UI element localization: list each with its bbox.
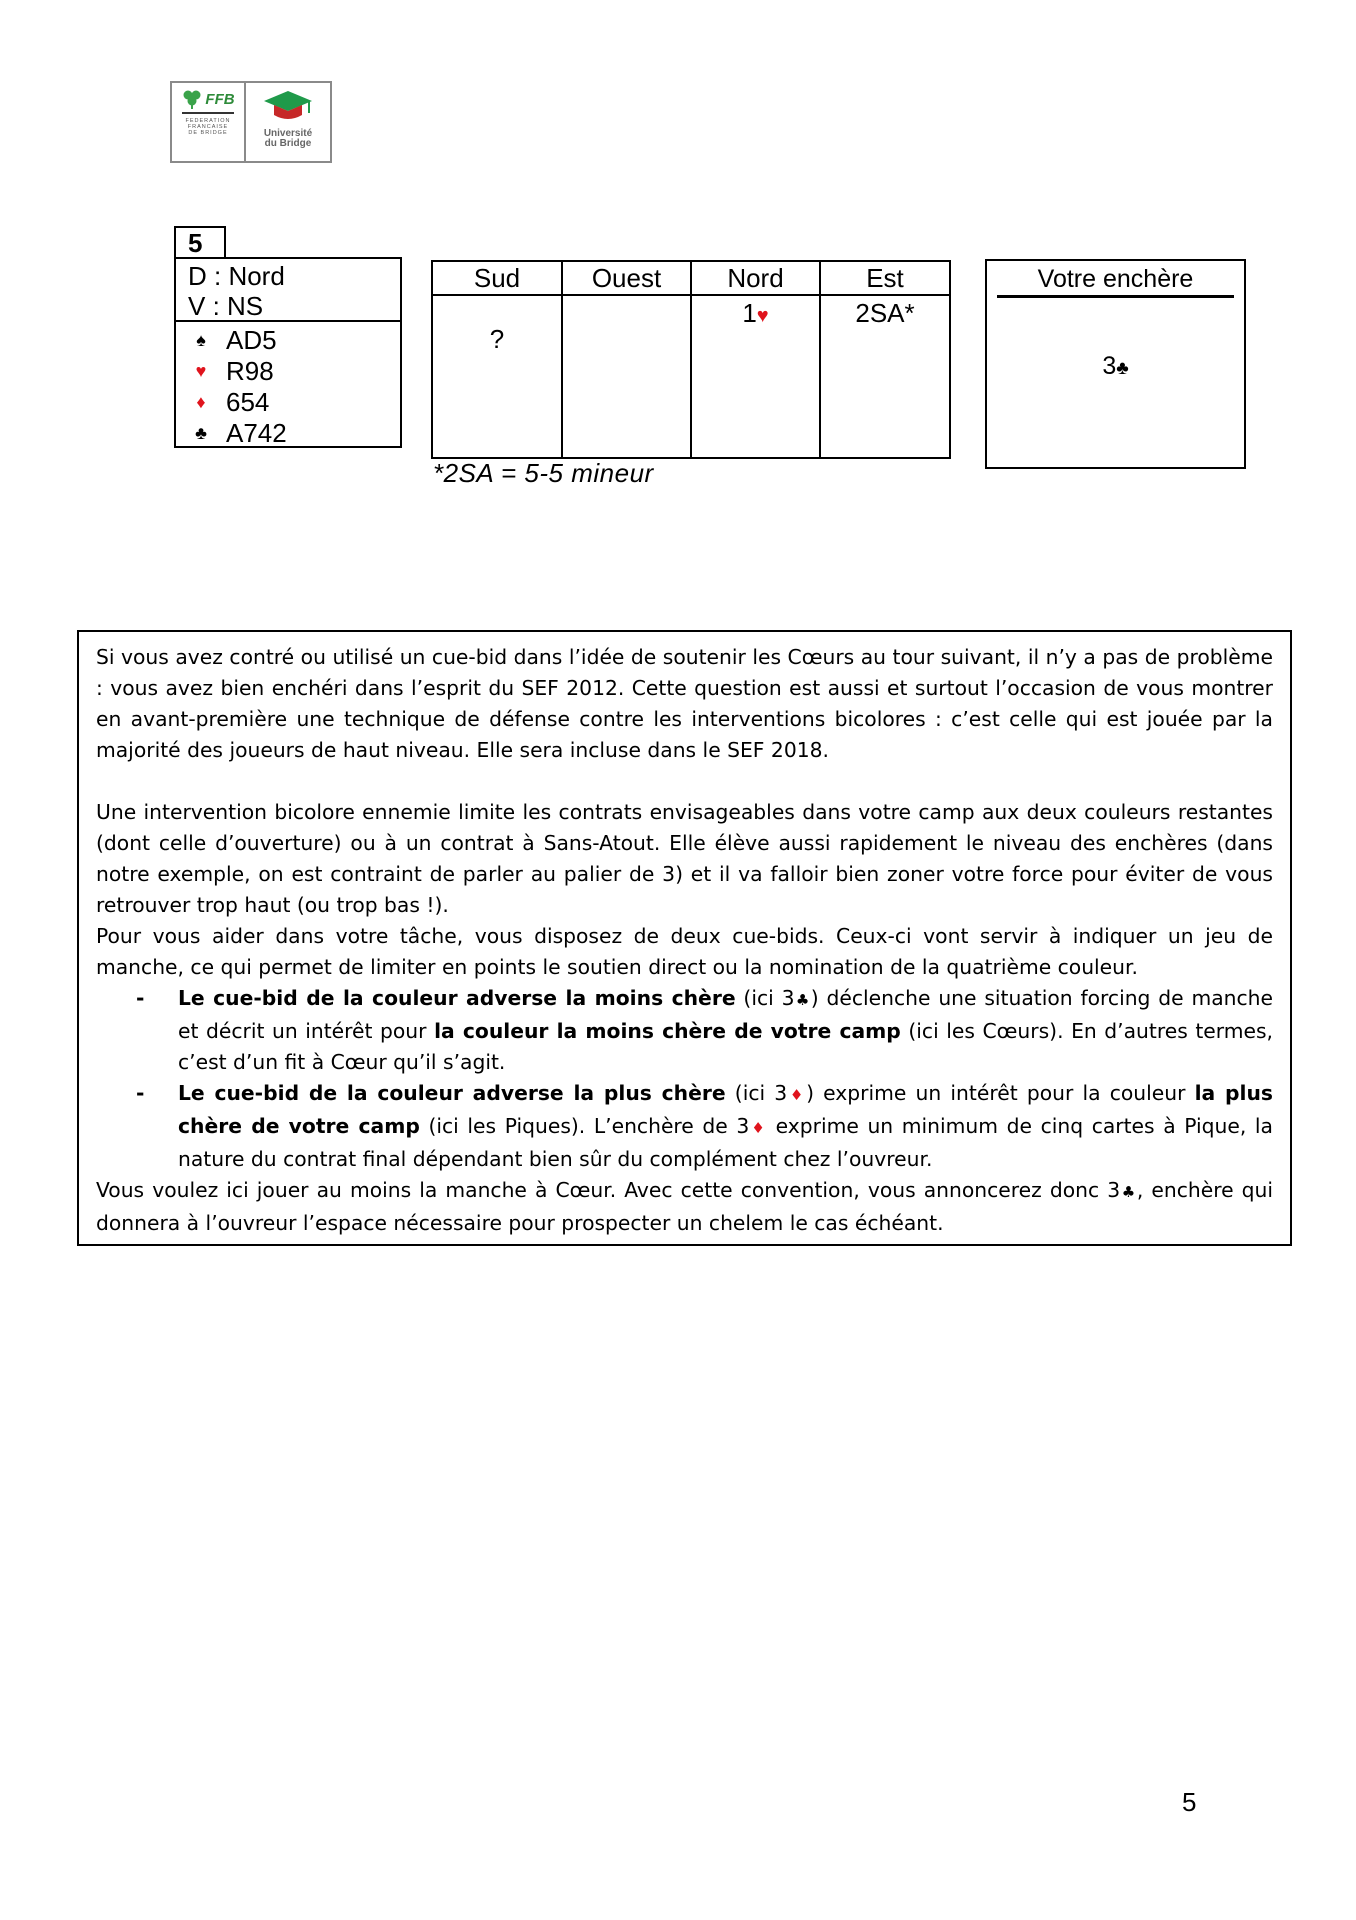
answer-bid-level: 3 <box>1102 352 1117 380</box>
hand-row-hearts <box>176 356 400 387</box>
ffb-text: FFB <box>205 90 235 108</box>
clover-icon <box>181 89 203 109</box>
hand-row-clubs <box>176 418 400 449</box>
bullet-2-text-2: ) exprime un intérêt pour la couleur <box>806 1081 1195 1105</box>
answer-title: Votre enchère <box>1037 265 1194 293</box>
bullet-2-text-1: (ici 3 <box>725 1081 788 1105</box>
club-icon: ♣ <box>794 991 811 1009</box>
bullet-1-bold-2: la couleur la moins chère de votre camp <box>434 1019 901 1043</box>
bullet-1-text-3: (ici les Cœurs). En d’autres termes, c’est d’un fit à Cœur qu’il s’agit. <box>178 1019 1274 1074</box>
auction-footnote: *2SA = 5-5 mineur <box>433 458 654 488</box>
deal-header <box>176 259 400 322</box>
diamond-icon: ♦ <box>787 1086 807 1104</box>
auction-col-nord <box>691 295 820 457</box>
bullet-1-text-2: ) déclenche une situation forcing de manche et décrit un intérêt pour <box>178 986 1273 1043</box>
diamond-cards: 654 <box>226 387 270 417</box>
explanation-paragraph-3: Pour vous aider dans votre tâche, vous disposez de deux cue-bids. Ceux-ci vont servir à indiquer un jeu de manche, ce qui permet de limiter en points le soutien direct ou la nomination de la quatrième couleur. <box>96 924 1273 979</box>
north-bid <box>692 298 819 329</box>
bullet-2-text-3: (ici les Piques). L’enchère de 3 <box>419 1114 750 1138</box>
hand-row-diamonds <box>176 387 400 418</box>
auction-col-ouest <box>562 295 691 457</box>
hand-row-spades <box>176 325 400 356</box>
bullet-2-text-4: exprime un minimum de cinq cartes à Pique, la nature du contrat final dépendant bien sûr du complément chez l’ouvreur. <box>178 1114 1273 1171</box>
bullet-cue-bid-cheap <box>96 983 1273 1078</box>
vulnerability: V : NS <box>188 291 264 321</box>
univ-logo-panel <box>246 83 330 161</box>
ffb-logo <box>170 81 332 163</box>
answer-box <box>985 259 1246 469</box>
bullet-1-text-1: (ici 3 <box>735 986 795 1010</box>
auction-header-ouest: Ouest <box>562 262 691 295</box>
logo-rule <box>182 112 234 114</box>
club-cards: A742 <box>226 418 287 448</box>
answer-rule <box>997 295 1234 298</box>
paragraph-gap <box>96 766 1273 797</box>
bullet-cue-bid-expensive <box>96 1078 1273 1175</box>
paragraph-4-text-2: , enchère qui donnera à l’ouvreur l’espace nécessaire pour prospecter un chelem le cas échéant. <box>96 1178 1274 1235</box>
explanation-paragraph-4 <box>96 1175 1273 1239</box>
diamond-icon: ♦ <box>749 1119 768 1137</box>
spade-cards: AD5 <box>226 325 277 355</box>
bullet-1-bold-1: Le cue-bid de la couleur adverse la moins chère <box>178 986 736 1010</box>
explanation-bullets <box>96 983 1273 1175</box>
auction-header-est: Est <box>820 262 949 295</box>
east-bid: 2SA* <box>855 298 915 328</box>
bullet-dash: - <box>136 986 145 1010</box>
club-icon: ♣ <box>195 423 207 443</box>
bullet-2-bold-1: Le cue-bid de la couleur adverse la plus chère <box>178 1081 726 1105</box>
heart-icon: ♥ <box>195 361 207 381</box>
club-icon: ♣ <box>1116 358 1129 379</box>
univ-text: Université du Bridge <box>263 128 313 149</box>
ffb-logo-panel <box>172 83 246 161</box>
paragraph-4-text-1: Vous voulez ici jouer au moins la manche à Cœur. Avec cette convention, vous annoncerez donc 3 <box>96 1178 1121 1202</box>
answer-bid <box>987 352 1244 381</box>
page-number: 5 <box>1182 1787 1197 1817</box>
auction-header-nord: Nord <box>691 262 820 295</box>
auction-col-est <box>820 295 949 457</box>
north-bid-level: 1 <box>742 298 757 328</box>
ffb-subtitle: FEDERATION FRANCAISE DE BRIDGE <box>185 118 231 136</box>
deal-number: 5 <box>174 226 226 259</box>
explanation-paragraph-1: Si vous avez contré ou utilisé un cue-bid dans l’idée de soutenir les Cœurs au tour suivant, il n’y a pas de problème : vous avez bien enchéri dans l’esprit du SEF 2012. Cette question est aussi et surtout l’occasion de vous montrer en avant-première une technique de défense contre les interventions bicolores : c’est celle qui est jouée par la majorité des joueurs de haut niveau. Elle sera incluse dans le SEF 2018. <box>96 645 1273 762</box>
south-bid: ? <box>489 324 505 354</box>
bullet-dash: - <box>136 1081 145 1105</box>
explanation-paragraph-2: Une intervention bicolore ennemie limite les contrats envisageables dans votre camp aux deux couleurs restantes (dont celle d’ouverture) ou à un contrat à Sans-Atout. Elle élève aussi rapidement le niveau des enchères (dans notre exemple, on est contraint de parler au palier de 3) et il va falloir bien zoner votre force pour éviter de vous retrouver trop haut (ou trop bas !). <box>96 800 1273 917</box>
auction-header-sud: Sud <box>433 262 562 295</box>
explanation-box <box>77 630 1292 1246</box>
dealer: D : Nord <box>188 261 285 291</box>
auction-table <box>431 260 951 459</box>
auction-col-sud <box>433 295 562 457</box>
club-icon: ♣ <box>1120 1183 1137 1201</box>
heart-icon: ♥ <box>756 305 769 327</box>
deal-box <box>174 257 402 448</box>
diamond-icon: ♦ <box>196 392 206 412</box>
hand <box>176 322 400 449</box>
bullet-2-bold-2: la plus chère de votre camp <box>178 1081 1273 1138</box>
heart-cards: R98 <box>226 356 274 386</box>
ffb-mark <box>181 89 234 109</box>
spade-icon: ♠ <box>196 330 206 350</box>
graduation-cap-icon <box>262 89 314 125</box>
